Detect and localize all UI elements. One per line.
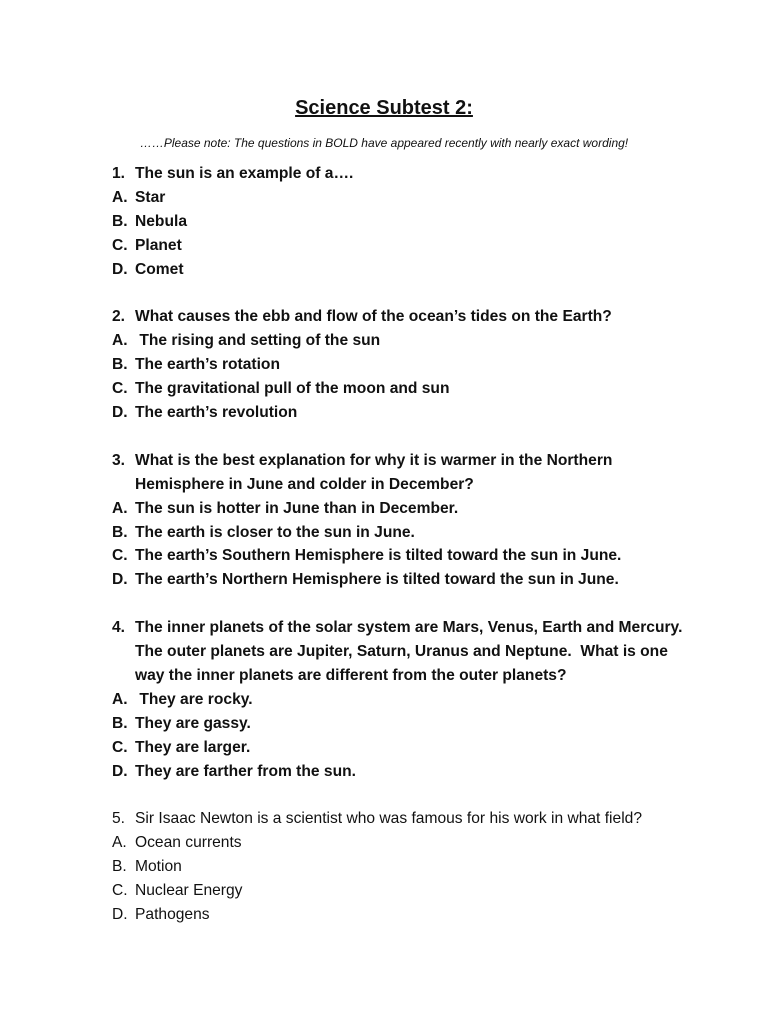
answer-option — [112, 401, 712, 425]
option-label: C. — [112, 236, 128, 254]
question-stem-continued — [112, 640, 712, 664]
option-text: The earth is closer to the sun in June. — [135, 523, 415, 541]
question-number: 5. — [112, 810, 126, 828]
answer-option — [112, 855, 712, 879]
option-label: D. — [112, 404, 128, 422]
question-list — [112, 162, 712, 951]
question-stem-continued — [112, 473, 712, 497]
question-text: Sir Isaac Newton is a scientist who was famous for his work in what field? — [135, 810, 643, 828]
question-text: Hemisphere in June and colder in December? — [135, 475, 474, 493]
option-text: Pathogens — [135, 906, 210, 924]
option-text: Ocean currents — [135, 834, 242, 852]
bold-note: ……Please note: The questions in BOLD have appeared recently with nearly exact wording! — [139, 136, 629, 150]
option-text: Nebula — [135, 212, 187, 230]
answer-option — [112, 258, 712, 282]
option-label: D. — [112, 906, 128, 924]
answer-option — [112, 521, 712, 545]
option-text: Planet — [135, 236, 182, 254]
option-text: The gravitational pull of the moon and sun — [135, 380, 450, 398]
option-label: A. — [112, 690, 128, 708]
answer-option — [112, 329, 712, 353]
option-label: B. — [112, 714, 128, 732]
page-title: Science Subtest 2: — [295, 97, 473, 119]
option-text: The earth’s Southern Hemisphere is tilted toward the sun in June. — [135, 547, 622, 565]
option-text: The earth’s Northern Hemisphere is tilted toward the sun in June. — [135, 571, 619, 589]
option-label: B. — [112, 858, 127, 876]
option-label: B. — [112, 212, 128, 230]
option-text: The sun is hotter in June than in December. — [135, 499, 459, 517]
answer-option — [112, 831, 712, 855]
option-text: They are farther from the sun. — [135, 762, 356, 780]
question-5 — [112, 807, 712, 927]
question-stem — [112, 449, 712, 473]
option-label: D. — [112, 571, 128, 589]
option-text: The rising and setting of the sun — [135, 332, 381, 350]
answer-option — [112, 712, 712, 736]
option-label: B. — [112, 356, 128, 374]
question-stem — [112, 616, 712, 640]
answer-option — [112, 353, 712, 377]
question-text: The inner planets of the solar system are Mars, Venus, Earth and Mercury. — [135, 619, 683, 637]
option-text: They are rocky. — [135, 690, 253, 708]
answer-option — [112, 210, 712, 234]
option-text: Motion — [135, 858, 182, 876]
option-label: D. — [112, 260, 128, 278]
option-text: Star — [135, 188, 166, 206]
question-number: 2. — [112, 308, 126, 326]
question-number: 3. — [112, 451, 126, 469]
question-text: What causes the ebb and flow of the ocean’s tides on the Earth? — [135, 308, 612, 326]
question-stem — [112, 305, 712, 329]
option-label: D. — [112, 762, 128, 780]
question-text: What is the best explanation for why it is warmer in the Northern — [135, 451, 613, 469]
option-label: C. — [112, 380, 128, 398]
question-stem-continued — [112, 664, 712, 688]
question-text: The sun is an example of a…. — [135, 165, 354, 182]
question-number: 1. — [112, 165, 126, 182]
option-text: The earth’s revolution — [135, 404, 298, 422]
question-stem — [112, 807, 712, 831]
option-text: The earth’s rotation — [135, 356, 280, 374]
option-label: A. — [112, 332, 128, 350]
question-text: The outer planets are Jupiter, Saturn, Uranus and Neptune. What is one — [135, 643, 668, 661]
answer-option — [112, 568, 712, 592]
option-label: A. — [112, 499, 128, 517]
answer-option — [112, 688, 712, 712]
option-label: A. — [112, 834, 127, 852]
question-1 — [112, 162, 712, 282]
answer-option — [112, 234, 712, 258]
answer-option — [112, 544, 712, 568]
answer-option — [112, 497, 712, 521]
question-3 — [112, 449, 712, 592]
option-text: They are gassy. — [135, 714, 251, 732]
option-text: They are larger. — [135, 738, 251, 756]
option-label: C. — [112, 738, 128, 756]
answer-option — [112, 760, 712, 784]
question-text: way the inner planets are different from the outer planets? — [135, 666, 567, 684]
option-label: C. — [112, 882, 128, 900]
option-text: Nuclear Energy — [135, 882, 243, 900]
question-4 — [112, 616, 712, 783]
option-label: A. — [112, 188, 128, 206]
answer-option — [112, 903, 712, 927]
question-number: 4. — [112, 619, 126, 637]
option-text: Comet — [135, 260, 184, 278]
question-2 — [112, 305, 712, 425]
answer-option — [112, 186, 712, 210]
question-stem — [112, 162, 712, 186]
option-label: C. — [112, 547, 128, 565]
answer-option — [112, 879, 712, 903]
option-label: B. — [112, 523, 128, 541]
answer-option — [112, 736, 712, 760]
answer-option — [112, 377, 712, 401]
